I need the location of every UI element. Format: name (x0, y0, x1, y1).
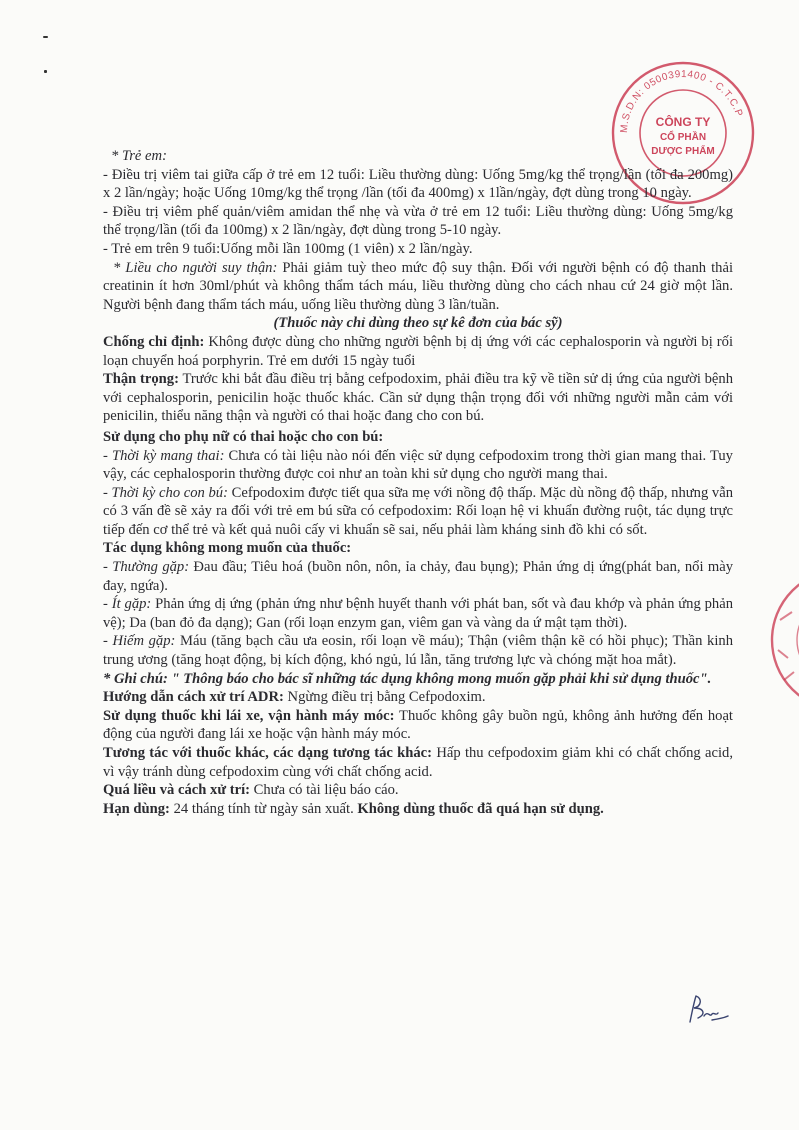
driving (103, 707, 733, 744)
lactation-period (103, 484, 733, 540)
children-otitis: - Điều trị viêm tai giữa cấp ở trẻ em 12 tuổi: Liều thường dùng: Uống 5mg/kg thể trọng/lần (tối đa 200mg) x 2 lần/ngày; hoặc Uống 10mg/kg thể trọng /lần (tối đa 400mg) x 1lần/ngày, đợt dùng trong 10 ngày. (103, 166, 733, 202)
driving-text: Thuốc không gây buồn ngủ, không ảnh hưởng đến hoạt động của người đang lái xe hoặc vận hành máy móc. (103, 707, 733, 743)
contraindications-label: Chống chỉ định: (103, 333, 205, 350)
precautions-text: Trước khi bắt đầu điều trị bằng cefpodoxim, phải điều tra kỹ về tiền sử dị ứng của người bệnh với cephalosporin, penicilin hoặc thuốc khác. Cần sử dụng thận trọng đối với những người mẫn cảm với penicilin, thiểu năng thận và người có thai hoặc đang cho con bú. (103, 371, 734, 425)
adverse-common-text: Đau đầu; Tiêu hoá (buồn nôn, nôn, ỉa chảy, đau bụng); Phản ứng dị ứng(phát ban, nổi mày đay, ngứa). (103, 559, 733, 594)
pregnancy-text: Chưa có tài liệu nào nói đến việc sử dụng cefpodoxim trong thời gian mang thai. Tuy vậy, các cephalosporin thường được coi như an toàn khi sử dụng cho người mang thai. (103, 447, 733, 483)
expiry-warning: Không dùng thuốc đã quá hạn sử dụng. (357, 800, 604, 817)
margin-mark (44, 70, 47, 73)
handwritten-signature (682, 992, 732, 1026)
renal-label: * Liều cho người suy thận: (113, 259, 278, 276)
interactions (103, 744, 733, 781)
adverse-note: * Ghi chú: " Thông báo cho bác sĩ những tác dụng không mong muốn gặp phải khi sử dụng thuốc". (103, 670, 712, 687)
seal-line1: CÔNG TY (655, 115, 711, 129)
lactation-text: Cefpodoxim được tiết qua sữa mẹ với nồng độ thấp. Mặc dù nồng độ thấp, nhưng vẫn có 3 vấn đề sẽ xảy ra đối với trẻ em bú sữa có cefpodoxim: Rối loạn hệ vi khuẩn đường ruột, tác dụng trực tiếp đến cơ thể trẻ và kết quả nuôi cấy vi khuẩn sẽ sai, nếu phải làm kháng sinh đồ khi có sốt. (103, 484, 733, 538)
adverse-rare-label: - Hiếm gặp: (103, 633, 176, 650)
adr-label: Hướng dẫn cách xử trí ADR: (103, 689, 284, 706)
contraindications (103, 333, 733, 370)
precautions-label: Thận trọng: (103, 371, 179, 388)
renal-text: Phải giảm tuỳ theo mức độ suy thận. Đối với người bệnh có độ thanh thải creatinin ít hơn 30ml/phút và không thẩm tách máu, liều thường dùng cho cách nhau cứ 24 giờ một lần. Người bệnh đang thẩm tách máu, uống liều thường dùng 3 lần/tuần. (103, 259, 733, 313)
adverse-uncommon-text: Phản ứng dị ứng (phản ứng như bệnh huyết thanh với phát ban, sốt và đau khớp và phản ứng phản vệ); Da (ban đỏ đa dạng); Gan (rối loạn enzym gan, viêm gan và vàng da ứ mật tạm thời). (103, 596, 733, 631)
children-bronchitis: - Điều trị viêm phế quản/viêm amidan thể nhẹ và vừa ở trẻ em 12 tuổi: Liều thường dùng: Uống 5mg/kg thể trọng/lần (tối đa 100mg) x 2 lần/ngày, đợt dùng trong 5-10 ngày. (103, 203, 733, 239)
lactation-label: - Thời kỳ cho con bú: (103, 484, 228, 501)
adverse-heading: Tác dụng không mong muốn của thuốc: (103, 540, 352, 557)
adr-text: Ngừng điều trị bằng Cefpodoxim. (283, 689, 486, 706)
document-body (103, 147, 733, 818)
interactions-label: Tương tác với thuốc khác, các dạng tương tác khác: (103, 745, 433, 761)
interactions-text: Hấp thu cefpodoxim giảm khi có chất chống acid, vì vậy tránh dùng cefpodoxim cùng với chất chống acid. (103, 745, 733, 780)
pregnancy-heading: Sử dụng cho phụ nữ có thai hoặc cho con bú: (103, 428, 384, 445)
seal-line3: DƯỢC PHẨM (651, 146, 715, 157)
contraindications-text: Không được dùng cho những người bệnh bị dị ứng với các cephalosporin và người bị rối loạn chuyển hoá porphyrin. Trẻ em dưới 15 ngày tuổi (103, 333, 733, 369)
adverse-uncommon-label: - Ít gặp: (103, 596, 152, 613)
partial-seal (762, 560, 799, 720)
pregnancy-label: - Thời kỳ mang thai: (103, 447, 225, 464)
adr-guidance (103, 688, 733, 707)
expiry (103, 800, 733, 819)
adverse-common-label: - Thường gặp: (103, 559, 190, 576)
expiry-label: Hạn dùng: (103, 800, 170, 817)
overdose-label: Quá liều và cách xử trí: (103, 782, 250, 799)
overdose (103, 781, 733, 800)
overdose-text: Chưa có tài liệu báo cáo. (249, 782, 399, 799)
precautions (103, 370, 733, 426)
children-over-9: - Trẻ em trên 9 tuổi:Uống mỗi lần 100mg (1 viên) x 2 lần/ngày. (103, 240, 473, 257)
margin-mark (43, 36, 48, 38)
seal-line2: CỔ PHẦN (659, 132, 707, 143)
expiry-text: 24 tháng tính từ ngày sản xuất. (169, 800, 358, 817)
driving-label: Sử dụng thuốc khi lái xe, vận hành máy móc: (103, 707, 395, 724)
adverse-uncommon (103, 595, 733, 632)
adverse-rare (103, 632, 733, 669)
adverse-common (103, 558, 733, 595)
pregnancy-period (103, 447, 733, 484)
renal-dosage (103, 259, 733, 315)
adverse-rare-text: Máu (tăng bạch cầu ưa eosin, rối loạn về máu); Thận (viêm thận kẽ có hồi phục); Thần kinh trung ương (tăng hoạt động, bị kích động, khó ngủ, lú lẫn, tăng trương lực và chóng mặt hoa mắt). (103, 633, 733, 669)
children-header: * Trẻ em: (111, 148, 167, 164)
prescription-note: (Thuốc này chỉ dùng theo sự kê đơn của bác sỹ) (273, 315, 563, 332)
seal-registration: M.S.D.N: 0500391400 - C.T.C.P (618, 68, 745, 134)
